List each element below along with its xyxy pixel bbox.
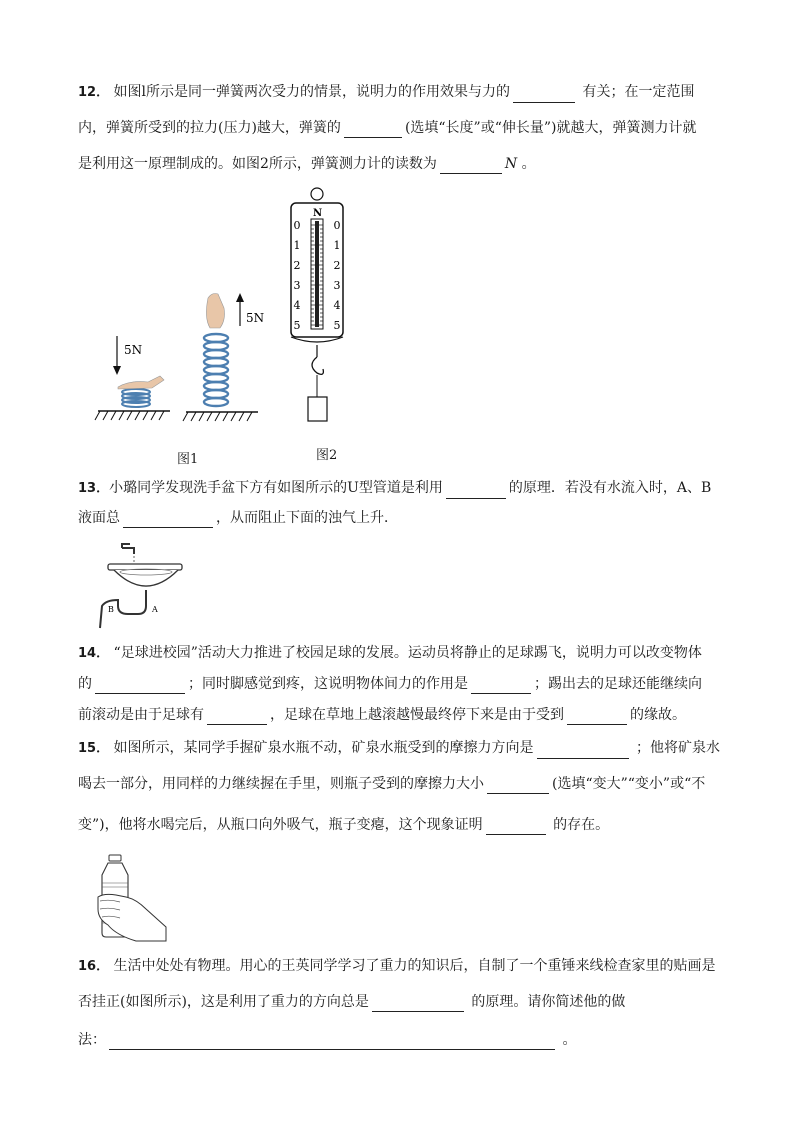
q12-text-1a: 如图l所示是同一弹簧两次受力的情景，说明力的作用效果与力的 bbox=[113, 84, 511, 100]
q16-line-3 bbox=[78, 1030, 754, 1050]
q15-text-2b: (选填“变大”“变小”或“不 bbox=[552, 776, 706, 792]
q12-text-3a: 是利用这一原理制成的。如图2所示，弹簧测力计的读数为 bbox=[78, 156, 437, 172]
q14-line-2 bbox=[78, 674, 754, 694]
u-trap-pipe bbox=[100, 600, 128, 628]
figure-2-spring-scale bbox=[285, 185, 350, 430]
q15-line-2 bbox=[78, 774, 754, 794]
q12-line-1 bbox=[78, 82, 754, 103]
q13-text-2a: 液面总 bbox=[78, 510, 120, 526]
scale-hook bbox=[312, 357, 323, 374]
q13-text-2b: ，从而阻止下面的浊气上升． bbox=[216, 510, 398, 526]
scale-right-label: 3 bbox=[333, 279, 341, 292]
q16-blank-1[interactable] bbox=[372, 995, 464, 1012]
q12-unit: N bbox=[504, 156, 518, 172]
figure-water-bottle bbox=[96, 853, 171, 943]
q14-blank-1[interactable] bbox=[95, 677, 185, 694]
sink-basin bbox=[114, 570, 178, 586]
q16-line-1 bbox=[78, 956, 754, 977]
q12-text-3end: 。 bbox=[521, 156, 536, 172]
scale-pointer bbox=[315, 221, 319, 327]
q14-text-2b: ；同时脚感觉到疼，这说明物体间力的作用是 bbox=[188, 676, 468, 692]
q16-text-3a: 法： bbox=[78, 1032, 106, 1048]
q14-text-3c: 的缘故。 bbox=[630, 707, 686, 723]
scale-left-label: 0 bbox=[293, 219, 301, 232]
scale-left-label: 1 bbox=[293, 239, 301, 252]
q14-number: 14． bbox=[78, 646, 110, 661]
scale-right-label: 2 bbox=[333, 259, 341, 272]
scale-left-label: 3 bbox=[293, 279, 301, 292]
fig1-force-right: 5N bbox=[246, 311, 265, 325]
q15-text-1a: 如图所示，某同学手握矿泉水瓶不动，矿泉水瓶受到的摩擦力方向是 bbox=[113, 740, 534, 756]
q13-number: 13． bbox=[78, 481, 110, 496]
figure-1-caption: 图1 bbox=[177, 452, 199, 467]
figure-2-caption: 图2 bbox=[316, 448, 338, 463]
q14-text-3b: ，足球在草地上越滚越慢最终停下来是由于受到 bbox=[270, 707, 564, 723]
scale-left-label: 5 bbox=[293, 319, 301, 332]
q15-text-3a: 变”)，他将水喝完后，从瓶口向外吸气，瓶子变瘪，这个现象证明 bbox=[78, 817, 483, 833]
q12-line-3 bbox=[78, 154, 754, 174]
q15-blank-3[interactable] bbox=[486, 818, 546, 835]
faucet-icon bbox=[122, 544, 134, 554]
scale-right-label: 5 bbox=[333, 319, 341, 332]
q14-text-2c: ；踢出去的足球还能继续向 bbox=[534, 676, 702, 692]
q16-text-3b: 。 bbox=[562, 1032, 577, 1048]
hand-pressing-icon bbox=[118, 376, 164, 389]
q15-blank-1[interactable] bbox=[537, 742, 629, 759]
q15-line-1 bbox=[78, 738, 754, 759]
q12-number: 12． bbox=[78, 85, 110, 100]
hanging-weight bbox=[308, 397, 327, 421]
scale-left-label: 4 bbox=[293, 299, 301, 312]
q15-number: 15． bbox=[78, 741, 110, 756]
q12-text-2a: 内，弹簧所受到的拉力(压力)越大，弹簧的 bbox=[78, 120, 341, 136]
q13-line-2 bbox=[78, 508, 754, 528]
q15-blank-2[interactable] bbox=[487, 777, 549, 794]
q14-blank-3[interactable] bbox=[207, 708, 267, 725]
q14-line-1 bbox=[78, 643, 754, 664]
q12-blank-2[interactable] bbox=[344, 121, 402, 138]
q13-blank-2[interactable] bbox=[123, 511, 213, 528]
drain-pipe bbox=[128, 590, 146, 614]
q13-blank-1[interactable] bbox=[446, 482, 506, 499]
q12-line-2 bbox=[78, 118, 754, 138]
q16-text-2a: 否挂正(如图所示)，这是利用了重力的方向总是 bbox=[78, 994, 369, 1010]
q12-blank-1[interactable] bbox=[513, 86, 575, 103]
scale-right-label: 1 bbox=[333, 239, 341, 252]
scale-right-label: 0 bbox=[333, 219, 341, 232]
hand-pulling-icon bbox=[206, 294, 224, 329]
q14-text-2a: 的 bbox=[78, 676, 92, 692]
q13-text-1a: 小璐同学发现洗手盆下方有如图所示的U型管道是利用 bbox=[109, 480, 443, 496]
q13-text-1b: 的原理．若没有水流入时，A、B bbox=[508, 480, 712, 496]
stretched-spring bbox=[204, 334, 228, 406]
fig1-force-left: 5N bbox=[124, 343, 143, 357]
q16-text-2b: 的原理。请你简述他的做 bbox=[471, 994, 626, 1010]
label-a: A bbox=[152, 605, 158, 614]
scale-unit: N bbox=[313, 208, 323, 219]
q15-text-1b: ；他将矿泉水 bbox=[636, 740, 720, 756]
q14-text-1: “足球进校园”活动大力推进了校园足球的发展。运动员将静止的足球踢飞，说明力可以改变物体 bbox=[113, 645, 702, 661]
q14-line-3 bbox=[78, 705, 754, 725]
q15-text-2a: 喝去一部分，用同样的力继续握在手里，则瓶子受到的摩擦力大小 bbox=[78, 776, 484, 792]
figure-1-springs bbox=[90, 288, 265, 438]
label-b: B bbox=[108, 605, 114, 614]
q16-text-1: 生活中处处有物理。用心的王英同学学习了重力的知识后，自制了一个重锤来线检查家里的贴画是 bbox=[113, 958, 716, 974]
q14-text-3a: 前滚动是由于足球有 bbox=[78, 707, 204, 723]
q15-line-3 bbox=[78, 815, 754, 835]
bottle-cap bbox=[109, 855, 121, 861]
q16-number: 16． bbox=[78, 959, 110, 974]
q13-line-1 bbox=[78, 478, 754, 499]
compressed-spring bbox=[122, 389, 150, 407]
scale-right-label: 4 bbox=[333, 299, 341, 312]
q14-blank-4[interactable] bbox=[567, 708, 627, 725]
q15-text-3b: 的存在。 bbox=[553, 817, 610, 833]
q16-line-2 bbox=[78, 992, 754, 1012]
figure-sink-u-trap bbox=[88, 540, 188, 630]
q12-text-1b: 有关；在一定范围 bbox=[582, 84, 695, 100]
q14-blank-2[interactable] bbox=[471, 677, 531, 694]
scale-left-label: 2 bbox=[293, 259, 301, 272]
q12-blank-3[interactable] bbox=[440, 157, 502, 174]
scale-ring bbox=[311, 188, 323, 200]
q12-text-2b: (选填“长度”或“伸长量”)就越大，弹簧测力计就 bbox=[404, 120, 697, 136]
q16-blank-2[interactable] bbox=[109, 1033, 555, 1050]
